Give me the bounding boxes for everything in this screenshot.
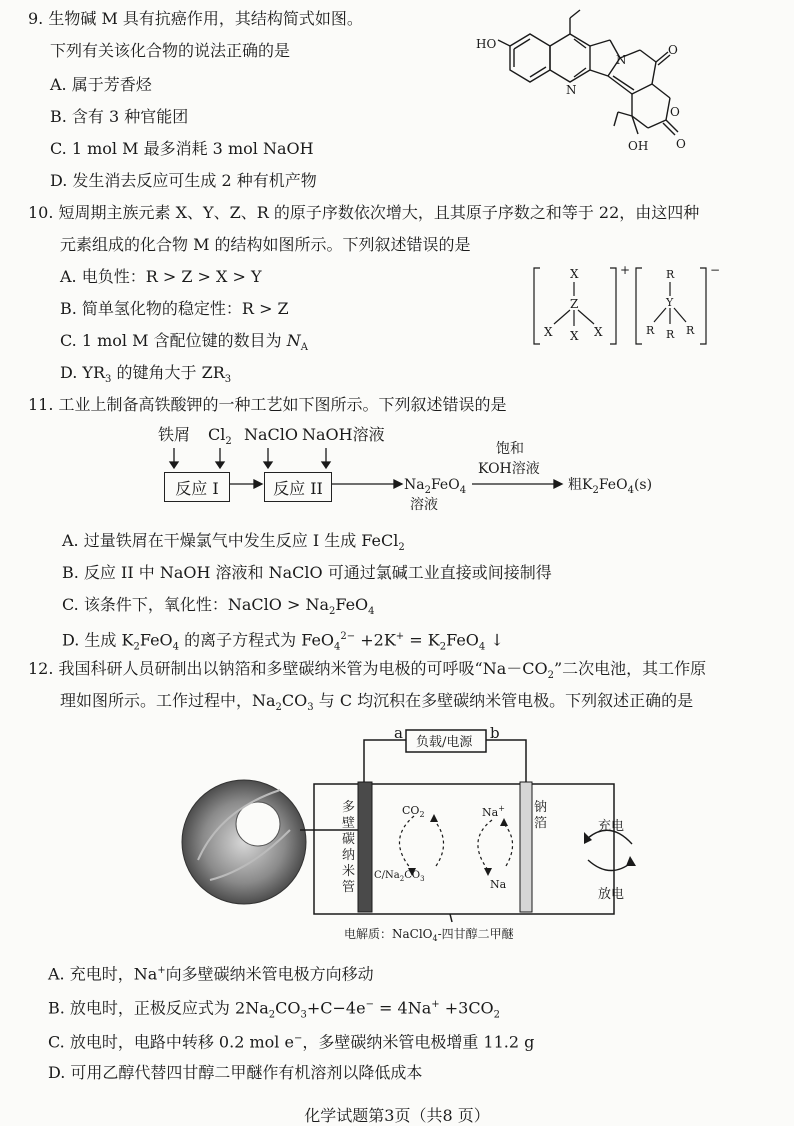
q10-option-b: B. 简单氢化物的稳定性：R > Z bbox=[60, 299, 289, 318]
q11-intermediate-solution: 溶液 bbox=[410, 497, 438, 513]
q12-label-na: Na bbox=[490, 878, 507, 891]
q12-option-c: C. 放电时，电路中转移 0.2 mol e−，多壁碳纳米管电极增重 11.2 g bbox=[48, 1032, 535, 1052]
q9-stem-line2: 下列有关该化合物的说法正确的是 bbox=[50, 41, 291, 60]
q11-option-c: C. 该条件下，氧化性：NaClO > $Na_2FeO_4$ bbox=[62, 595, 375, 618]
q12-stem-line2: 理如图所示。工作过程中，$Na_2CO_3$ 与 C 均沉积在多壁碳纳米管电极。下列叙述正确的是 bbox=[60, 691, 694, 714]
q10-atom-r-left: R bbox=[646, 324, 655, 337]
q10-stem-line1: 10. 短周期主族元素 X、Y、Z、R 的原子序数依次增大，且其原子序数之和等于 22，由这四种 bbox=[28, 203, 700, 222]
q12-electrolyte-label: 电解质：NaClO$_4$-四甘醇二甲醚 bbox=[344, 927, 514, 943]
q11-option-b: B. 反应 II 中 NaOH 溶液和 NaClO 可通过氯碱工业直接或间接制得 bbox=[62, 563, 552, 582]
q9-label-o3: O bbox=[676, 137, 686, 151]
q10-atom-x-mid: X bbox=[570, 329, 579, 343]
q12-terminal-b: b bbox=[490, 724, 500, 742]
q12-terminal-a: a bbox=[394, 724, 403, 742]
page-footer: 化学试题第3页（共8 页） bbox=[304, 1106, 490, 1125]
q9-option-a: A. 属于芳香烃 bbox=[50, 75, 152, 94]
q11-option-a: A. 过量铁屑在干燥氯气中发生反应 I 生成 FeCl$_2$ bbox=[62, 531, 405, 554]
q12-cnt-label: 多壁碳纳米管 bbox=[342, 800, 356, 895]
q12-label-na-ion: Na+ bbox=[482, 804, 505, 819]
q11-arrow-label-koh: KOH溶液 bbox=[478, 461, 540, 477]
q9-label-n2: N bbox=[616, 53, 627, 67]
q12-label-charge: 充电 bbox=[598, 819, 625, 834]
q12-option-d: D. 可用乙醇代替四甘醇二甲醚作有机溶剂以降低成本 bbox=[48, 1063, 423, 1082]
q12-label-co2: $CO_2$ bbox=[402, 804, 425, 819]
q10-atom-x-left: X bbox=[544, 325, 553, 339]
q9-label-o1: O bbox=[668, 43, 678, 57]
q11-arrow-label-saturated: 饱和 bbox=[496, 441, 524, 457]
q11-stem: 11. 工业上制备高铁酸钾的一种工艺如下图所示。下列叙述错误的是 bbox=[28, 395, 507, 414]
q12-option-b: B. 放电时，正极反应式为 $2Na_2CO_3+C-4e^- = 4Na^+ +3CO_2$ bbox=[48, 998, 501, 1021]
q11-option-d: D. 生成 $K_2FeO_4$ 的离子方程式为 $FeO_4^{2-} +2K^+ = K_2FeO_4$ ↓ bbox=[62, 630, 504, 653]
q11-reactor-2: 反应 II bbox=[264, 472, 332, 502]
q12-battery-diagram bbox=[180, 720, 660, 950]
q12-load-source: 负载/电源 bbox=[416, 735, 473, 750]
q12-cnt-electrode bbox=[358, 782, 372, 912]
q9-structure-diagram bbox=[470, 4, 710, 164]
q11-final-product: 粗$K_2FeO_4(s)$ bbox=[568, 477, 653, 496]
q10-atom-r-mid: R bbox=[666, 328, 675, 341]
q12-nanotube-image bbox=[182, 780, 306, 904]
q9-option-b: B. 含有 3 种官能团 bbox=[50, 107, 189, 126]
q9-label-n1: N bbox=[566, 83, 577, 97]
q9-label-ho: HO bbox=[476, 37, 497, 51]
q9-label-o2: O bbox=[670, 105, 680, 119]
q9-stem-line1: 9. 生物碱 M 具有抗癌作用，其结构简式如图。 bbox=[28, 9, 363, 28]
q10-atom-x-top: X bbox=[570, 267, 579, 281]
q10-structure-diagram bbox=[530, 262, 730, 352]
q10-option-d: D. $YR_3$ 的键角大于 $ZR_3$ bbox=[60, 363, 232, 386]
q9-label-oh: OH bbox=[628, 139, 649, 153]
q12-label-deposit: $C/Na_2CO_3$ bbox=[374, 870, 425, 883]
q10-charge-minus: − bbox=[710, 263, 721, 277]
q12-option-a: A. 充电时，Na+向多壁碳纳米管电极方向移动 bbox=[48, 964, 374, 984]
q10-option-c: C. 1 mol M 含配位键的数目为 $N_A$ bbox=[60, 331, 308, 354]
q10-atom-z: Z bbox=[570, 297, 579, 311]
q10-atom-y: Y bbox=[666, 296, 674, 309]
q12-label-discharge: 放电 bbox=[598, 887, 625, 902]
q9-option-d: D. 发生消去反应可生成 2 种有机产物 bbox=[50, 171, 317, 190]
q12-na-foil-label: 钠箔 bbox=[534, 800, 548, 831]
q12-stem-line1: 12. 我国科研人员研制出以钠箔和多壁碳纳米管为电极的可呼吸“$Na-CO_2$”二次电池，其工作原 bbox=[28, 659, 707, 682]
q10-charge-plus: + bbox=[620, 263, 631, 277]
q11-input-cl2: $Cl_2$ bbox=[208, 425, 232, 448]
q11-input-iron: 铁屑 bbox=[158, 425, 191, 444]
q10-atom-r-right: R bbox=[686, 324, 695, 337]
q12-na-foil-electrode bbox=[520, 782, 532, 912]
q11-input-naclo: NaClO bbox=[244, 425, 299, 444]
q9-option-c: C. 1 mol M 最多消耗 3 mol NaOH bbox=[50, 139, 314, 158]
q10-option-a: A. 电负性：R > Z > X > Y bbox=[60, 267, 262, 286]
q11-input-naoh: NaOH溶液 bbox=[302, 425, 385, 444]
q11-reactor-1: 反应 I bbox=[164, 472, 230, 502]
q10-atom-r-top: R bbox=[666, 268, 675, 281]
q10-stem-line2: 元素组成的化合物 M 的结构如图所示。下列叙述错误的是 bbox=[60, 235, 471, 254]
q10-atom-x-right: X bbox=[594, 325, 603, 339]
q11-intermediate-formula: $Na_2FeO_4$ bbox=[404, 477, 467, 496]
